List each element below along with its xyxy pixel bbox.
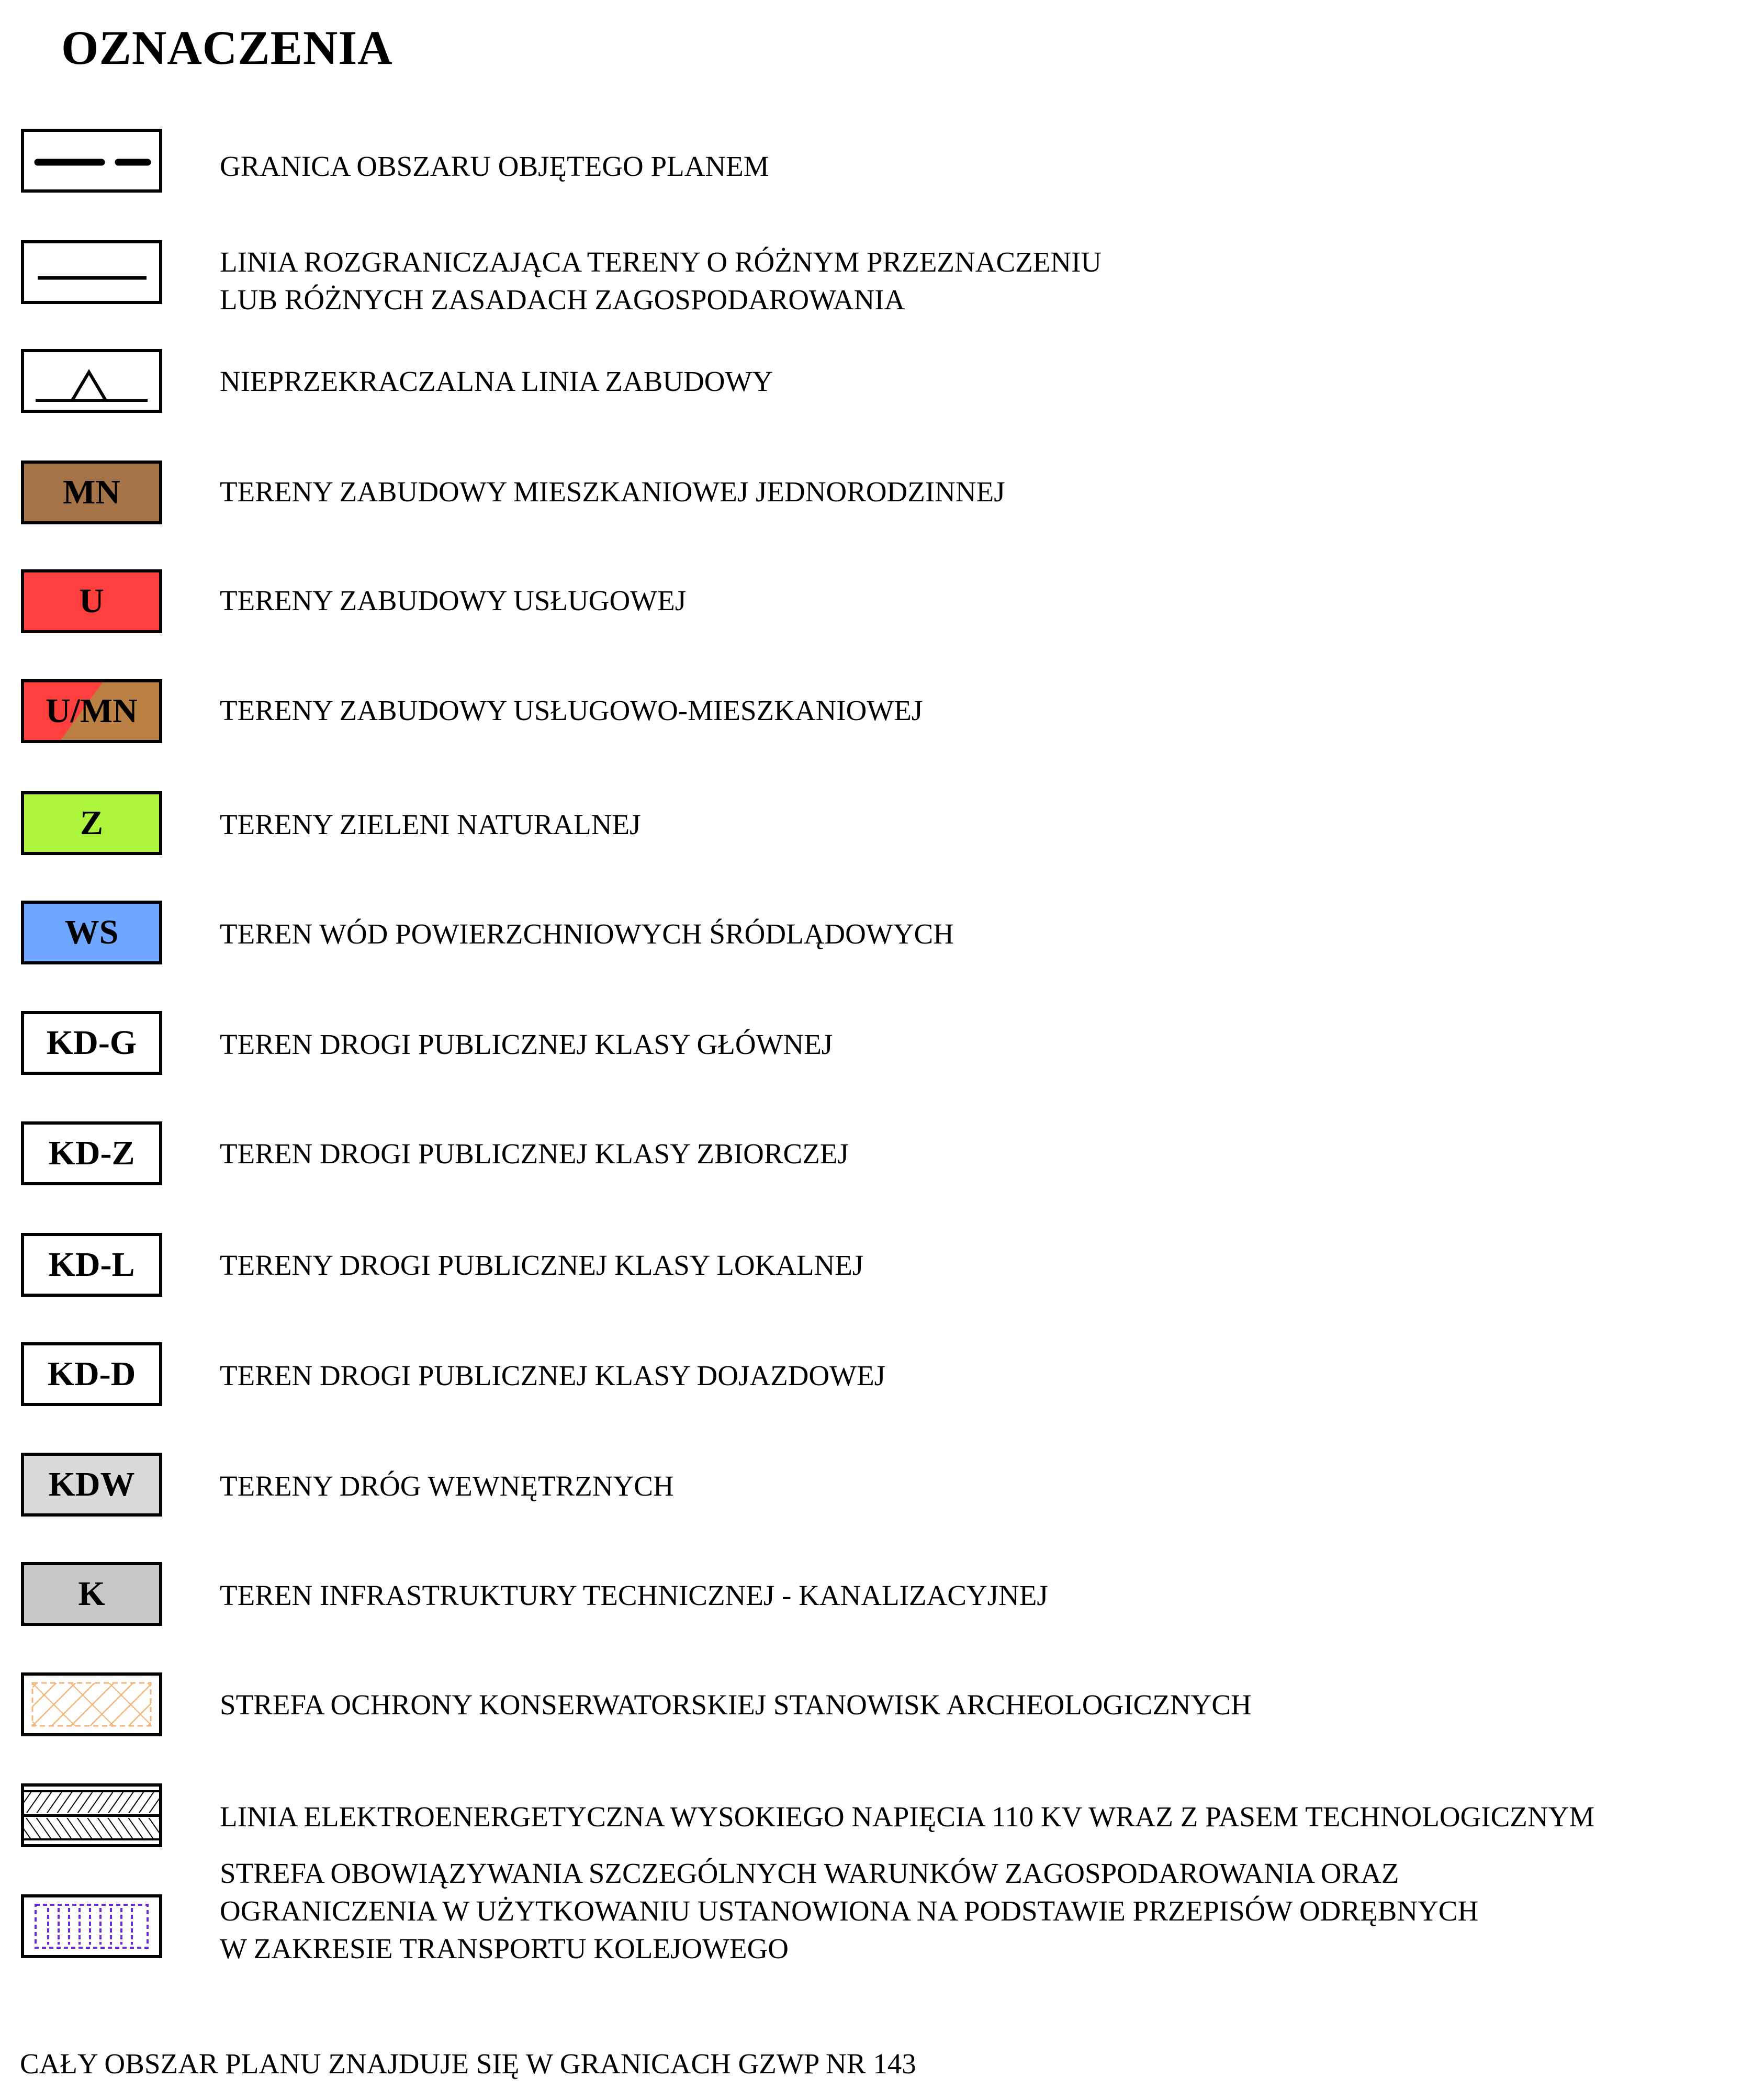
legend-label: [220, 243, 1102, 319]
legend-label: TERENY ZABUDOWY USŁUGOWEJ: [220, 585, 687, 616]
mn-symbol: [21, 461, 162, 524]
legend-label: TEREN INFRASTRUKTURY TECHNICZNEJ - KANALIZACYJNEJ: [220, 1579, 1048, 1611]
archaeological-zone-symbol: [21, 1672, 162, 1736]
kd-g-symbol: [21, 1011, 162, 1075]
power-line-symbol: [21, 1783, 162, 1847]
legend-label: NIEPRZEKRACZALNA LINIA ZABUDOWY: [220, 365, 773, 397]
kdw-symbol: [21, 1453, 162, 1517]
kd-z-symbol: [21, 1121, 162, 1185]
legend-label: TEREN WÓD POWIERZCHNIOWYCH ŚRÓDLĄDOWYCH: [220, 918, 954, 950]
orange-hatch-icon: [24, 1676, 159, 1733]
zone-code: KD-Z: [48, 1134, 135, 1172]
zone-code: U/MN: [46, 692, 138, 730]
legend-label: TERENY DROGI PUBLICZNEJ KLASY LOKALNEJ: [220, 1249, 864, 1281]
legend-label-line: STREFA OBOWIĄZYWANIA SZCZEGÓLNYCH WARUNKÓW ZAGOSPODAROWANIA ORAZ: [220, 1857, 1399, 1889]
legend-title: OZNACZENIA: [61, 21, 393, 74]
kd-d-symbol: [21, 1342, 162, 1406]
legend-label: TEREN DROGI PUBLICZNEJ KLASY DOJAZDOWEJ: [220, 1360, 886, 1391]
legend-label-line: OGRANICZENIA W UŻYTKOWANIU USTANOWIONA NA PODSTAWIE PRZEPISÓW ODRĘBNYCH: [220, 1895, 1479, 1927]
building-line-symbol: [21, 349, 162, 413]
kd-l-symbol: [21, 1233, 162, 1297]
ws-symbol: [21, 901, 162, 964]
zone-code: K: [78, 1575, 105, 1613]
zone-code: Z: [80, 804, 104, 842]
zone-code: U: [79, 582, 104, 620]
legend-label-line: W ZAKRESIE TRANSPORTU KOLEJOWEGO: [220, 1933, 789, 1964]
purple-dash-icon: [24, 1897, 159, 1955]
legend-label: GRANICA OBSZARU OBJĘTEGO PLANEM: [220, 150, 769, 182]
zone-code: KDW: [48, 1465, 135, 1503]
k-symbol: [21, 1562, 162, 1626]
zone-code: KD-D: [47, 1355, 136, 1393]
zone-code: KD-L: [48, 1245, 135, 1284]
legend-label: TERENY ZABUDOWY USŁUGOWO-MIESZKANIOWEJ: [220, 694, 923, 726]
u-symbol: [21, 569, 162, 633]
footer-note: CAŁY OBSZAR PLANU ZNAJDUJE SIĘ W GRANICACH GZWP NR 143: [20, 2048, 916, 2080]
black-hatch-icon: [24, 1787, 159, 1844]
legend-label: TERENY ZIELENI NATURALNEJ: [220, 808, 641, 840]
zone-code: MN: [63, 473, 120, 511]
legend-label-line: LUB RÓŻNYCH ZASADACH ZAGOSPODAROWANIA: [220, 284, 905, 316]
railway-zone-symbol: [21, 1894, 162, 1958]
legend-label: TEREN DROGI PUBLICZNEJ KLASY ZBIORCZEJ: [220, 1138, 849, 1170]
zone-code: WS: [64, 913, 119, 951]
dash-line-icon: [24, 132, 159, 189]
legend-label: TERENY ZABUDOWY MIESZKANIOWEJ JEDNORODZINNEJ: [220, 476, 1005, 508]
plan-boundary-symbol: [21, 129, 162, 193]
triangle-line-icon: [24, 352, 159, 410]
z-symbol: [21, 791, 162, 855]
zone-code: KD-G: [46, 1024, 137, 1062]
legend-label: TEREN DROGI PUBLICZNEJ KLASY GŁÓWNEJ: [220, 1028, 833, 1060]
demarcation-line-symbol: [21, 240, 162, 304]
legend-label: STREFA OCHRONY KONSERWATORSKIEJ STANOWISK ARCHEOLOGICZNYCH: [220, 1689, 1252, 1721]
u-mn-symbol: [21, 679, 162, 743]
legend-label-line: LINIA ROZGRANICZAJĄCA TERENY O RÓŻNYM PRZEZNACZENIU: [220, 246, 1102, 278]
legend-label: LINIA ELEKTROENERGETYCZNA WYSOKIEGO NAPIĘCIA 110 KV WRAZ Z PASEM TECHNOLOGICZNYM: [220, 1801, 1595, 1833]
solid-line-icon: [24, 243, 159, 301]
legend-label: [220, 1855, 1478, 1968]
legend-label: TERENY DRÓG WEWNĘTRZNYCH: [220, 1470, 674, 1502]
